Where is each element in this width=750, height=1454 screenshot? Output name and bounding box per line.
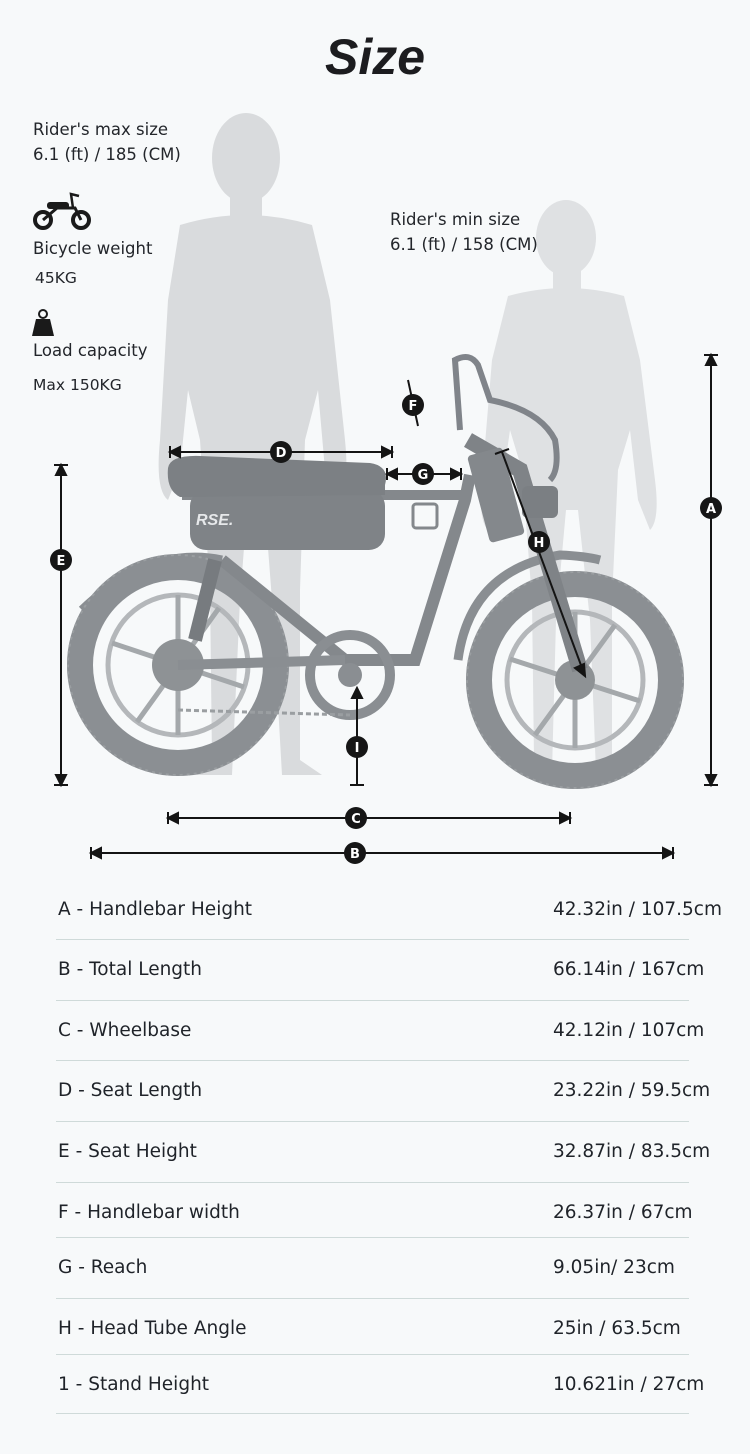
- spec-value: 66.14in / 167cm: [553, 959, 705, 980]
- marker-D: [270, 441, 292, 463]
- marker-a-label: A: [705, 502, 717, 517]
- marker-b-label: B: [350, 847, 360, 862]
- marker-G: [412, 463, 434, 485]
- marker-E: [50, 549, 72, 571]
- marker-B: [344, 842, 366, 864]
- marker-f-label: F: [408, 399, 418, 414]
- marker-H: [528, 531, 550, 553]
- spec-label: F - Handlebar width: [58, 1202, 240, 1223]
- spec-value: 9.05in/ 23cm: [553, 1257, 675, 1278]
- frame-logo: RSE.: [196, 512, 234, 529]
- spec-value: 25in / 63.5cm: [553, 1318, 681, 1339]
- spec-label: E - Seat Height: [58, 1141, 197, 1162]
- marker-i-label: I: [354, 741, 360, 756]
- marker-e-label: E: [56, 554, 66, 569]
- spec-row-seat-height: [56, 1122, 711, 1183]
- spec-label: C - Wheelbase: [58, 1020, 192, 1041]
- spec-label: H - Head Tube Angle: [58, 1318, 247, 1339]
- marker-C: [345, 807, 367, 829]
- spec-value: 42.32in / 107.5cm: [553, 899, 722, 920]
- spec-row-seat-length: [56, 1061, 711, 1122]
- spec-value: 32.87in / 83.5cm: [553, 1141, 711, 1162]
- marker-c-label: C: [351, 812, 361, 827]
- bicycle-icon: [35, 194, 89, 228]
- marker-g-label: G: [417, 468, 429, 483]
- page-title: Size: [324, 29, 426, 85]
- marker-F: [402, 394, 424, 416]
- spec-row-wheelbase: [56, 1001, 705, 1061]
- spec-label: A - Handlebar Height: [58, 899, 253, 920]
- spec-row-stand-height: [56, 1355, 705, 1414]
- spec-row-total-length: [56, 940, 705, 1001]
- spec-row-handlebar-height: [56, 880, 722, 940]
- marker-h-label: H: [533, 536, 545, 551]
- marker-d-label: D: [275, 446, 287, 461]
- front-wheel: [467, 572, 683, 788]
- spec-row-reach: [56, 1238, 689, 1299]
- load-capacity-value: Max 150KG: [33, 376, 122, 394]
- spec-value: 26.37in / 67cm: [553, 1202, 693, 1223]
- spec-row-head-tube-angle: [56, 1299, 689, 1355]
- spec-table: [56, 880, 722, 1414]
- bicycle-weight-label: Bicycle weight: [33, 239, 153, 258]
- spec-label: 1 - Stand Height: [58, 1374, 210, 1395]
- load-capacity-label: Load capacity: [33, 341, 148, 360]
- spec-row-handlebar-width: [56, 1183, 693, 1238]
- spec-value: 10.621in / 27cm: [553, 1374, 705, 1395]
- spec-label: B - Total Length: [58, 959, 203, 980]
- rider-min-value: 6.1 (ft) / 158 (CM): [390, 235, 538, 254]
- rider-min-label: Rider's min size: [390, 210, 521, 229]
- marker-A: [700, 497, 722, 519]
- weight-icon: [32, 310, 54, 336]
- spec-label: D - Seat Length: [58, 1080, 203, 1101]
- rider-max-value: 6.1 (ft) / 185 (CM): [33, 145, 181, 164]
- spec-label: G - Reach: [58, 1257, 148, 1278]
- marker-I: [346, 736, 368, 758]
- bicycle-weight-value: 45KG: [35, 269, 77, 287]
- spec-value: 42.12in / 107cm: [553, 1020, 705, 1041]
- spec-value: 23.22in / 59.5cm: [553, 1080, 711, 1101]
- rider-max-label: Rider's max size: [33, 120, 169, 139]
